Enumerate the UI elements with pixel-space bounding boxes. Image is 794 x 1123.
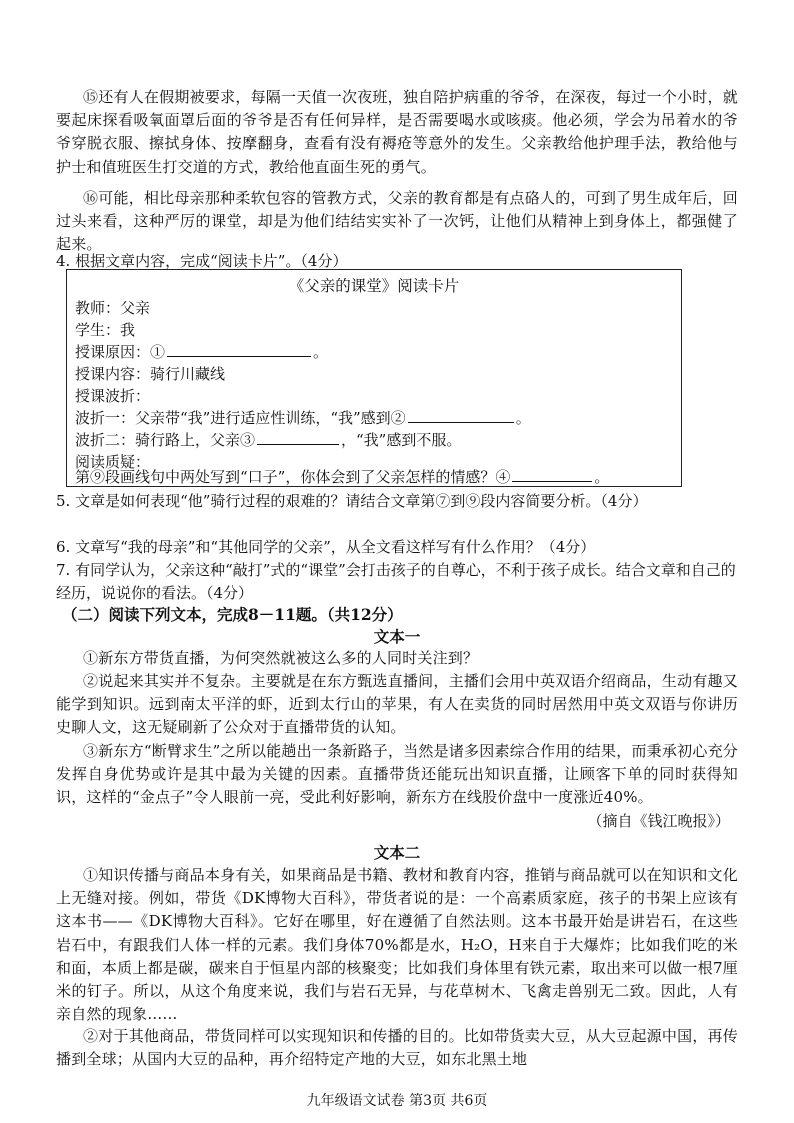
- question-4: 4. 根据文章内容，完成“阅读卡片”。（4分）: [56, 252, 348, 270]
- card-student: 学生：我: [75, 321, 136, 339]
- card-question-end: 。: [594, 468, 610, 486]
- card-twist-1: [75, 407, 531, 428]
- answer-blank-3[interactable]: [257, 429, 339, 445]
- text-2-para-2: ②对于其他商品，带货同样可以实现知识和传播的目的。比如带货卖大豆，从大豆起源中国，再传播到全球；从国内大豆的品种，再介绍特定产地的大豆，如东北黑土地: [56, 1027, 738, 1069]
- card-reason-end: 。: [313, 343, 329, 361]
- card-twist1-end: 。: [515, 409, 531, 427]
- text-1-title: 文本一: [373, 627, 421, 646]
- reading-card: [66, 269, 682, 487]
- text-1-para-3: ③新东方“断臂求生”之所以能趟出一条新路子，当然是诸多因素综合作用的结果，而秉承初心充分发挥自身优势或许是其中最为关键的因素。直播带货还能玩出知识直播，让顾客下单的同时获得知识，这样的“金点子”令人眼前一亮，受此利好影响，新东方在线股价盘中一度涨近40%。: [56, 742, 738, 807]
- card-reason-label: 授课原因：①: [75, 343, 166, 361]
- card-twist2-label: 波折二：骑行路上，父亲③: [75, 431, 256, 449]
- card-question-label: 阅读质疑：: [75, 453, 151, 471]
- paragraph-15: ⑮还有人在假期被要求，每隔一天值一次夜班，独自陪护病重的爷爷，在深夜，每过一个小时，就要起床探看吸氧面罩后面的爷爷是否有任何异样，是否需要喝水或咳痰。他必须，学会为吊着水的爷爷穿脱衣服、擦拭身体、按摩翻身，查看有没有褥疮等意外的发生。父亲教给他护理手法，教给他与护士和值班医生打交道的方式，教给他直面生死的勇气。: [56, 88, 738, 176]
- paragraph-16: ⑯可能，相比母亲那种柔软包容的管教方式，父亲的教育都是有点硌人的，可到了男生成年后，回过头来看，这种严厉的课堂，却是为他们结结实实补了一次钙，让他们从精神上到身体上，都强健了起来。: [56, 189, 738, 254]
- card-content: 授课内容：骑行川藏线: [75, 365, 226, 383]
- card-reason-line: [75, 341, 328, 362]
- reading-card-title: 《父亲的课堂》阅读卡片: [288, 277, 460, 295]
- card-teacher: 教师：父亲: [75, 299, 151, 317]
- answer-blank-2[interactable]: [408, 407, 514, 423]
- text-2-title: 文本二: [373, 843, 421, 862]
- answer-blank-1[interactable]: [167, 341, 311, 357]
- answer-blank-4[interactable]: [512, 466, 592, 482]
- page-footer: 九年级语文试卷 第3页 共6页: [306, 1093, 488, 1109]
- text-1-source: （摘自《钱江晚报》）: [587, 812, 730, 830]
- text-1-para-1: ①新东方带货直播，为何突然就被这么多的人同时关注到？: [83, 649, 479, 667]
- card-twist2-mid: ，“我”感到不服。: [341, 431, 462, 449]
- text-2-para-1: ①知识传播与商品本身有关，如果商品是书籍、教材和教育内容，推销与商品就可以在知识和文化上无缝对接。例如，带货《DK博物大百科》，带货者说的是：一个高素质家庭，孩子的书架上应该有这本书——《DK博物大百科》。它好在哪里，好在遵循了自然法则。这本书最开始是讲岩石，在这些岩石中，有跟我们人体一样的元素。我们身体70%都是水，H₂O，H来自于大爆炸；比如我们吃的米和面，本质上都是碳，碳来自于恒星内部的核聚变；比如我们身体里有铁元素，取出来可以做一根7厘米的钉子。所以，从这个角度来说，我们与岩石无异，与花草树木、飞禽走兽别无二致。因此，人有亲自然的现象……: [56, 866, 738, 1024]
- question-5: 5. 文章是如何表现“他”骑行过程的艰难的？请结合文章第⑦到⑨段内容简要分析。（4分）: [56, 492, 648, 510]
- question-6: 6. 文章写“我的母亲”和“其他同学的父亲”，从全文看这样写有什么作用？（4分）: [56, 538, 596, 556]
- card-twist1-label: 波折一：父亲带“我”进行适应性训练，“我”感到②: [75, 409, 406, 427]
- question-7: 7. 有同学认为，父亲这种“敲打”式的“课堂”会打击孩子的自尊心，不利于孩子成长。结合文章和自己的经历，说说你的看法。（4分）: [56, 561, 736, 603]
- card-question-text: 第⑨段画线句中两处写到“口子”，你体会到了父亲怎样的情感？④: [75, 468, 511, 486]
- section-2-heading: （二）阅读下列文本，完成8－11题。（共12分）: [62, 605, 403, 624]
- card-twist-2: [75, 429, 461, 450]
- card-twists-label: 授课波折：: [75, 387, 151, 405]
- text-1-para-2: ②说起来其实并不复杂。主要就是在东方甄选直播间，主播们会用中英双语介绍商品，生动有趣又能学到知识。远到南太平洋的虾，近到太行山的苹果，有人在卖货的同时居然用中英文双语与你讲历史聊人文，这无疑刷新了公众对于直播带货的认知。: [56, 672, 738, 737]
- card-question-line: [75, 466, 609, 487]
